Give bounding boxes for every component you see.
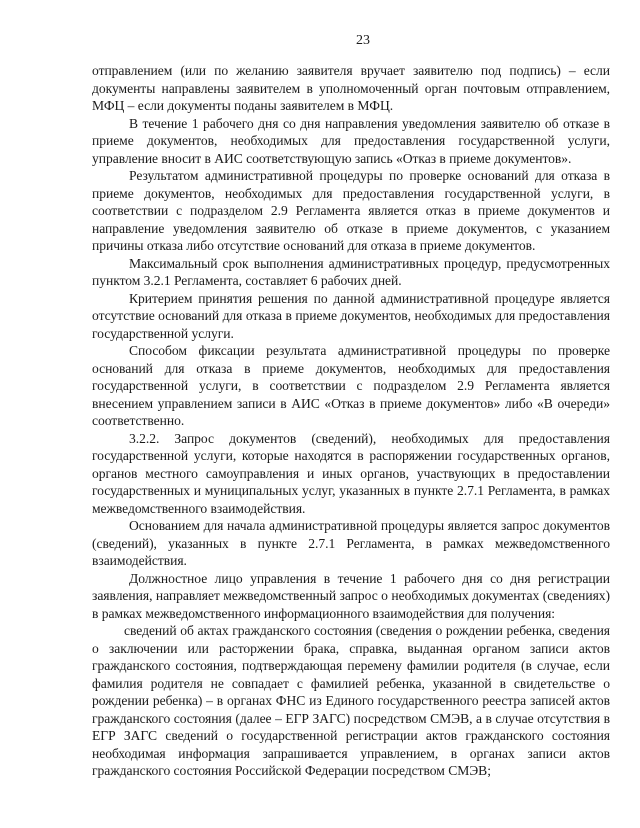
- paragraph-4: Максимальный срок выполнения административных процедур, предусмотренных пунктом 3.2.1 Регламента, составляет 6 рабочих дней.: [92, 255, 610, 288]
- page-number: 23: [356, 33, 370, 48]
- paragraph-7: 3.2.2. Запрос документов (сведений), необходимых для предоставления государственной услуги, которые находятся в распоряжении государственных органов, органов местного самоуправления и иных органов, участвующих в предоставлении государственных и муниципальных услуг, указанных в пункте 2.7.1 Регламента, в рамках межведомственного взаимодействия.: [92, 430, 610, 516]
- paragraph-9: Должностное лицо управления в течение 1 рабочего дня со дня регистрации заявления, направляет межведомственный запрос о необходимых документах (сведениях) в рамках межведомственного информационного взаимодействия для получения:: [92, 570, 610, 621]
- paragraph-1: отправлением (или по желанию заявителя вручает заявителю под подпись) – если документы направлены заявителем в уполномоченный орган почтовым отправлением, МФЦ – если документы поданы заявителем в МФЦ.: [92, 63, 610, 113]
- paragraph-10: сведений об актах гражданского состояния (сведения о рождении ребенка, сведения о заключении или расторжении брака, справка, выданная органом записи актов гражданского состояния, подтверждающая перемену фамилии родителя (в случае, если фамилия родителя не совпадает с фамилией ребенка, указанной в свидетельстве о рождении ребенка) – в органах ФНС из Единого государственного реестра записей актов гражданского состояния (далее – ЕГР ЗАГС) посредством СМЭВ, а в случае отсутствия в ЕГР ЗАГС сведений о государственной регистрации актов гражданского состояния необходимая информация запрашивается управлением, в органах записи актов гражданского состояния Российской Федерации посредством СМЭВ;: [92, 623, 610, 778]
- paragraph-5: Критерием принятия решения по данной административной процедуре является отсутствие оснований для отказа в приеме документов, необходимых для предоставления государственной услуги.: [92, 290, 610, 341]
- paragraph-2: В течение 1 рабочего дня со дня направления уведомления заявителю об отказе в приеме документов, необходимых для предоставления государственной услуги, управление вносит в АИС соответствующую запись «Отказ в приеме документов».: [92, 115, 610, 166]
- paragraph-6: Способом фиксации результата административной процедуры по проверке оснований для отказа в приеме документов, необходимых для предоставления государственной услуги, в соответствии с подразделом 2.9 Регламента является внесением управлением записи в АИС «Отказ в приеме документов» либо «В очереди» соответственно.: [92, 343, 610, 428]
- paragraph-3: Результатом административной процедуры по проверке оснований для отказа в приеме документов, необходимых для предоставления государственной услуги, в соответствии с подразделом 2.9 Регламента является отказ в приеме документов и направление уведомления заявителю об отказе в приеме документов, с указанием причины отказа либо отсутствие оснований для отказа в приеме документов.: [92, 168, 610, 253]
- paragraph-8: Основанием для начала административной процедуры является запрос документов (сведений), указанных в пункте 2.7.1 Регламента, в рамках межведомственного взаимодействия.: [92, 518, 610, 568]
